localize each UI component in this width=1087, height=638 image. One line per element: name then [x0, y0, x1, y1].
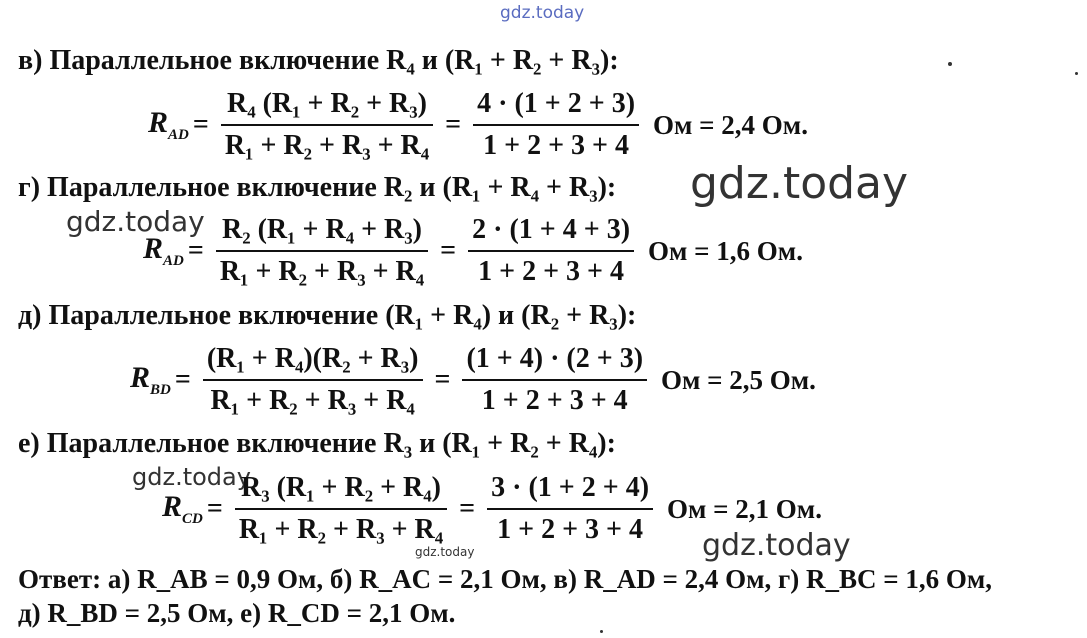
- numerator-v: R₄ (R₁ + R₂ + R₃): [226, 88, 427, 119]
- heading-e: е) Параллельное включение R₃ и (R₁ + R₂ + R₄):: [18, 428, 616, 459]
- equation-d: $R_{BD}$ = $\frac{\text{(R₁ + R₄)(R₂ + R₃)}}{\text{R₁ + R₂ + R₃ + R₄}}$ = $\frac{(1 + 4) \cdot (2 + 3)}{1 + 2 + 3 + 4}$ Ом = 2,5 Ом.: [130, 343, 816, 416]
- denominator-d: R₁ + R₂ + R₃ + R₄: [210, 385, 415, 416]
- heading-d: д) Параллельное включение (R₁ + R₄) и (R₂ + R₃):: [18, 300, 637, 331]
- numerator2-v: 4 · (1 + 2 + 3): [477, 88, 636, 119]
- numerator2-g: 2 · (1 + 4 + 3): [472, 214, 631, 245]
- answer-line-1: Ответ: а) R_AB = 0,9 Ом, б) R_AC = 2,1 Ом, в) R_AD = 2,4 Ом, г) R_BC = 1,6 Ом,: [18, 564, 993, 594]
- result-d: Ом = 2,5 Ом.: [661, 364, 816, 395]
- scan-speck: [600, 630, 603, 633]
- equation-g: $R_{AD}$ = $\frac{\text{R₂ (R₁ + R₄ + R₃)}}{\text{R₁ + R₂ + R₃ + R₄}}$ = $\frac{2 \cdot (1 + 4 + 3)}{1 + 2 + 3 + 4}$ Ом = 1,6 Ом.: [143, 214, 803, 287]
- denominator2-v: 1 + 2 + 3 + 4: [483, 130, 630, 161]
- heading-g: г) Параллельное включение R₂ и (R₁ + R₄ + R₃):: [18, 172, 617, 203]
- equation-v: $R_{AD}$ = $\frac{\text{R₄ (R₁ + R₂ + R₃)}}{\text{R₁ + R₂ + R₃ + R₄}}$ = $\frac{4 \cdot (1 + 2 + 3)}{1 + 2 + 3 + 4}$ Ом = 2,4 Ом.: [148, 88, 808, 161]
- lhs-e: $R_{CD}$: [162, 490, 203, 527]
- denominator-v: R₁ + R₂ + R₃ + R₄: [224, 130, 430, 161]
- lhs-g: $R_{AD}$: [143, 232, 184, 269]
- denominator2-d: 1 + 2 + 3 + 4: [481, 385, 628, 416]
- numerator-g: R₂ (R₁ + R₄ + R₃): [221, 214, 422, 245]
- heading-v: в) Параллельное включение R₄ и (R₁ + R₂ + R₃):: [18, 45, 619, 76]
- numerator-e: R₃ (R₁ + R₂ + R₄): [240, 472, 441, 503]
- denominator2-e: 1 + 2 + 3 + 4: [497, 514, 644, 545]
- answer-line-2: д) R_BD = 2,5 Ом, е) R_CD = 2,1 Ом.: [18, 598, 456, 628]
- denominator-g: R₁ + R₂ + R₃ + R₄: [219, 256, 425, 287]
- watermark-left-e: gdz.today: [132, 463, 251, 491]
- watermark-top: gdz.today: [500, 3, 585, 23]
- result-e: Ом = 2,1 Ом.: [667, 493, 822, 524]
- watermark-small-center: gdz.today: [415, 545, 475, 559]
- watermark-left-g: gdz.today: [66, 205, 205, 238]
- result-v: Ом = 2,4 Ом.: [653, 109, 808, 140]
- lhs-d: $R_{BD}$: [130, 361, 171, 398]
- scan-speck: [948, 62, 952, 66]
- numerator2-d: (1 + 4) · (2 + 3): [466, 343, 644, 374]
- denominator2-g: 1 + 2 + 3 + 4: [478, 256, 625, 287]
- lhs-v: $R_{AD}$: [148, 106, 189, 143]
- numerator-d: (R₁ + R₄)(R₂ + R₃): [206, 343, 419, 374]
- result-g: Ом = 1,6 Ом.: [648, 235, 803, 266]
- denominator-e: R₁ + R₂ + R₃ + R₄: [238, 514, 444, 545]
- watermark-answer-right: gdz.today: [702, 528, 851, 563]
- watermark-large-right: gdz.today: [690, 158, 909, 209]
- numerator2-e: 3 · (1 + 2 + 4): [491, 472, 650, 503]
- equation-e: $R_{CD}$ = $\frac{\text{R₃ (R₁ + R₂ + R₄)}}{\text{R₁ + R₂ + R₃ + R₄}}$ = $\frac{3 \cdot (1 + 2 + 4)}{1 + 2 + 3 + 4}$ Ом = 2,1 Ом.: [162, 472, 822, 545]
- scan-speck: [1075, 72, 1078, 75]
